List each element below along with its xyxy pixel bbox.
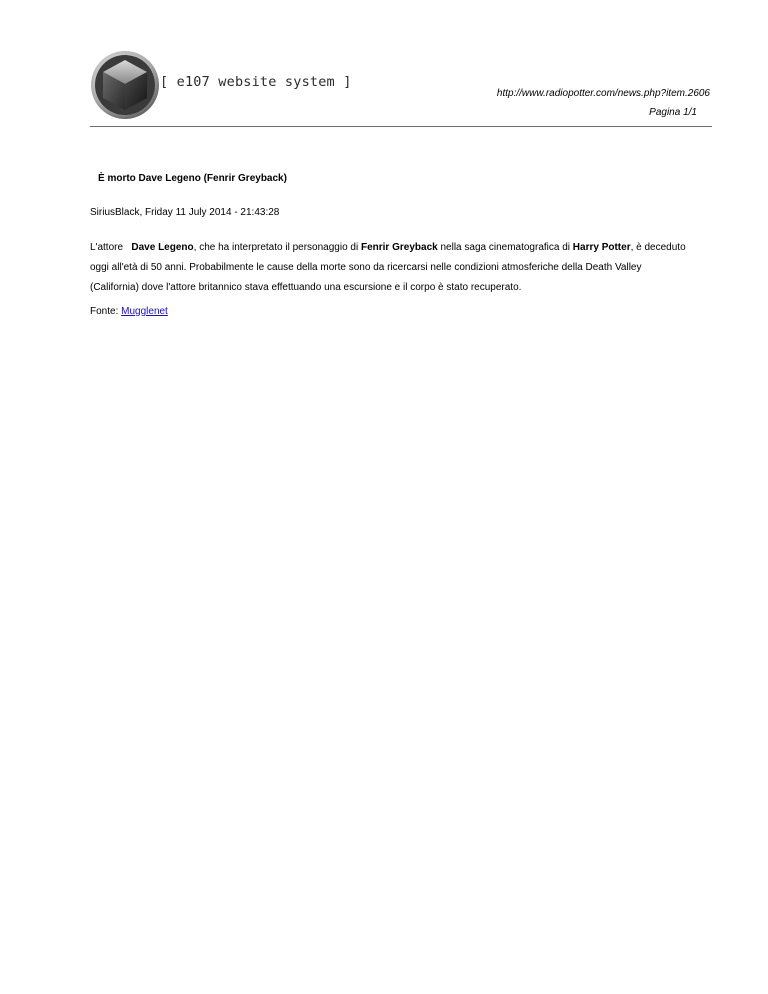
body-text-2: , che ha interpretato il personaggio di <box>193 242 361 253</box>
e107-logo <box>90 46 352 124</box>
source-link[interactable]: Mugglenet <box>121 306 168 317</box>
source-label: Fonte: <box>90 306 122 317</box>
actor-name: Dave Legeno <box>131 242 194 253</box>
body-text-3: nella saga cinematografica di <box>437 242 573 253</box>
article-source <box>90 306 168 317</box>
article-meta: SiriusBlack, Friday 11 July 2014 - 21:43:28 <box>90 207 280 218</box>
logo-text: [ e107 website system ] <box>160 74 352 90</box>
saga-name: Harry Potter <box>572 242 631 253</box>
body-text-1: L'attore <box>90 242 126 253</box>
body-text-4: , è deceduto oggi all'età di 50 anni. Probabilmente le cause della morte sono da ricercarsi nelle condizioni atmosferiche della Death Valley (California) dove l'attore britannico stava effettuando una escursione e il corpo è stato recuperato. <box>90 242 686 293</box>
article-title: È morto Dave Legeno (Fenrir Greyback) <box>98 173 287 184</box>
article-body <box>90 238 690 298</box>
page-number: Pagina 1/1 <box>649 107 697 118</box>
cube-icon <box>90 46 160 124</box>
source-url: http://www.radiopotter.com/news.php?item.2606 <box>496 88 710 99</box>
character-name: Fenrir Greyback <box>360 242 438 253</box>
header-divider <box>90 126 712 127</box>
